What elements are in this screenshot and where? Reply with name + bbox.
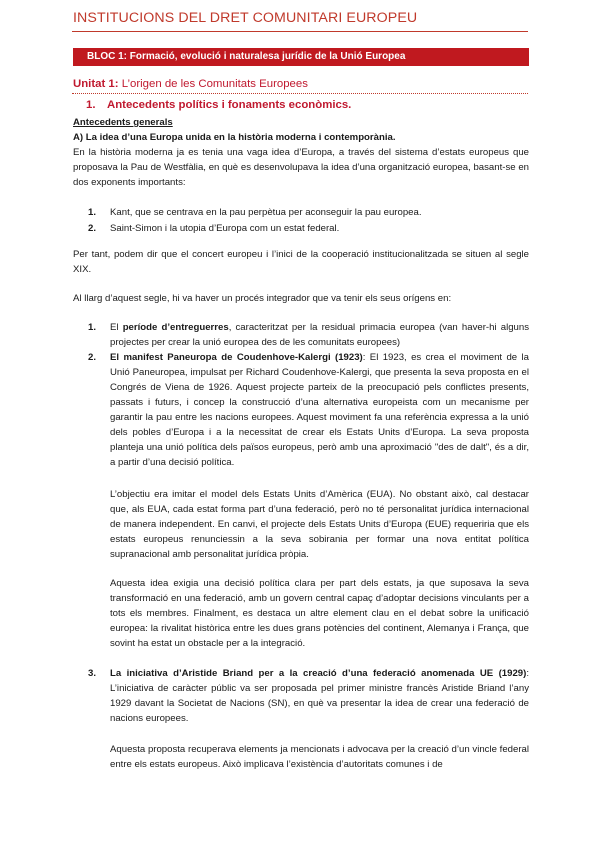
title-rule bbox=[72, 31, 528, 32]
intro-paragraph: En la història moderna ja es tenia una vaga idea d’Europa, a través del sistema d’estats europeus que proposava la Pau de Westfàlia, en què es desenvolupava la idea d’una organització europea, basant-se en dos exponents importants: bbox=[73, 147, 529, 188]
subsection-a-heading: A) La idea d’una Europa unida en la història moderna i contemporània. bbox=[73, 132, 396, 143]
exponent-item: 1. Kant, que se centrava en la pau perpètua per aconseguir la pau europea. bbox=[88, 207, 422, 218]
concert-paragraph: Per tant, podem dir que el concert europeu i l’inici de la cooperació institucionalitzada se situen al segle XIX. bbox=[73, 249, 529, 275]
unit-prefix: Unitat 1: bbox=[73, 78, 119, 90]
proposta-paragraph: Aquesta proposta recuperava elements ja mencionats i advocava per la creació d’un vincle federal entre els estats europeus. Això implicava l’existència d’autoritats comunes i de bbox=[110, 744, 529, 770]
origin-item-3: 3. La iniciativa d’Aristide Briand per a la creació d’una federació anomenada UE (1929): L’iniciativa de caràcter públic va ser proposada pel primer ministre francès Aristide Briand l’any 1929 davant la Societat de Nacions (SN), en què va presentar la idea de crear una federació de nacions europees. bbox=[88, 668, 529, 724]
origin-item-1: 1. El període d’entreguerres, caracteritzat per la residual primacia europea (van haver-hi alguns projectes per crear la unió europea des de les comunitats europees) bbox=[88, 322, 530, 348]
eua-paragraph: L’objectiu era imitar el model dels Estats Units d’Amèrica (EUA). No obstant això, cal destacar que, als EUA, cada estat forma part d’una federació, però no té personalitat jurídica internacional de manera independent. En canvi, el projecte dels Estats Units d’Europa (EUE) requeriria que els estats europeus renunciessin a la seva sobirania per formar una nova entitat política supranacional amb personalitat jurídica pròpia. bbox=[110, 489, 529, 560]
document-title: INSTITUCIONS DEL DRET COMUNITARI EUROPEU bbox=[73, 10, 418, 26]
bloc-banner: BLOC 1: Formació, evolució i naturalesa jurídic de la Unió Europea bbox=[73, 48, 529, 66]
origin-item-2: 2. El manifest Paneuropa de Coudenhove-Kalergi (1923): El 1923, es crea el moviment de la Unió Paneuropea, impulsat per Richard Coudenhove-Kalergi, que presenta la seva proposta en el Congrés de Viena de 1926. Aquest projecte parteix de la preocupació pels conflictes presents, passats i futurs, i concep la construcció d’una alternativa europeista com un mecanisme per garantir la pau entre les nacions europees. Aquest moviment fa una referència expressa a la unió dels pobles d’Europa i a la necessitat de crear els Estats Units d’Europa. La seva proposta planteja una unió política dels països europeus, però amb una aproximació "des de dalt", és a dir, a partir d’una decisió política. bbox=[88, 352, 529, 468]
unit-dotted-rule bbox=[72, 93, 528, 94]
section-title: Antecedents polítics i fonaments econòmics. bbox=[107, 99, 352, 111]
subheading-antecedents: Antecedents generals bbox=[73, 117, 173, 128]
unit-heading bbox=[73, 78, 308, 90]
idea-paragraph: Aquesta idea exigia una decisió política clara per part dels estats, ja que suposava la seva transformació en una federació, amb un govern central capaç d’adoptar decisions vinculants per a tots els membres. Finalment, es destaca un altre element clau en el debat sobre la unificació europea: la rivalitat històrica entre les dues grans potències del continent, Alemanya i França, que sovint ha estat un obstacle per a la integració. bbox=[110, 578, 529, 649]
section-heading bbox=[86, 99, 351, 111]
section-number: 1. bbox=[86, 99, 96, 111]
exponent-item: 2. Saint-Simon i la utopia d’Europa com un estat federal. bbox=[88, 223, 340, 234]
llarg-paragraph: Al llarg d’aquest segle, hi va haver un procés integrador que va tenir els seus orígens en: bbox=[73, 293, 452, 304]
unit-title: L’origen de les Comunitats Europees bbox=[121, 78, 308, 90]
